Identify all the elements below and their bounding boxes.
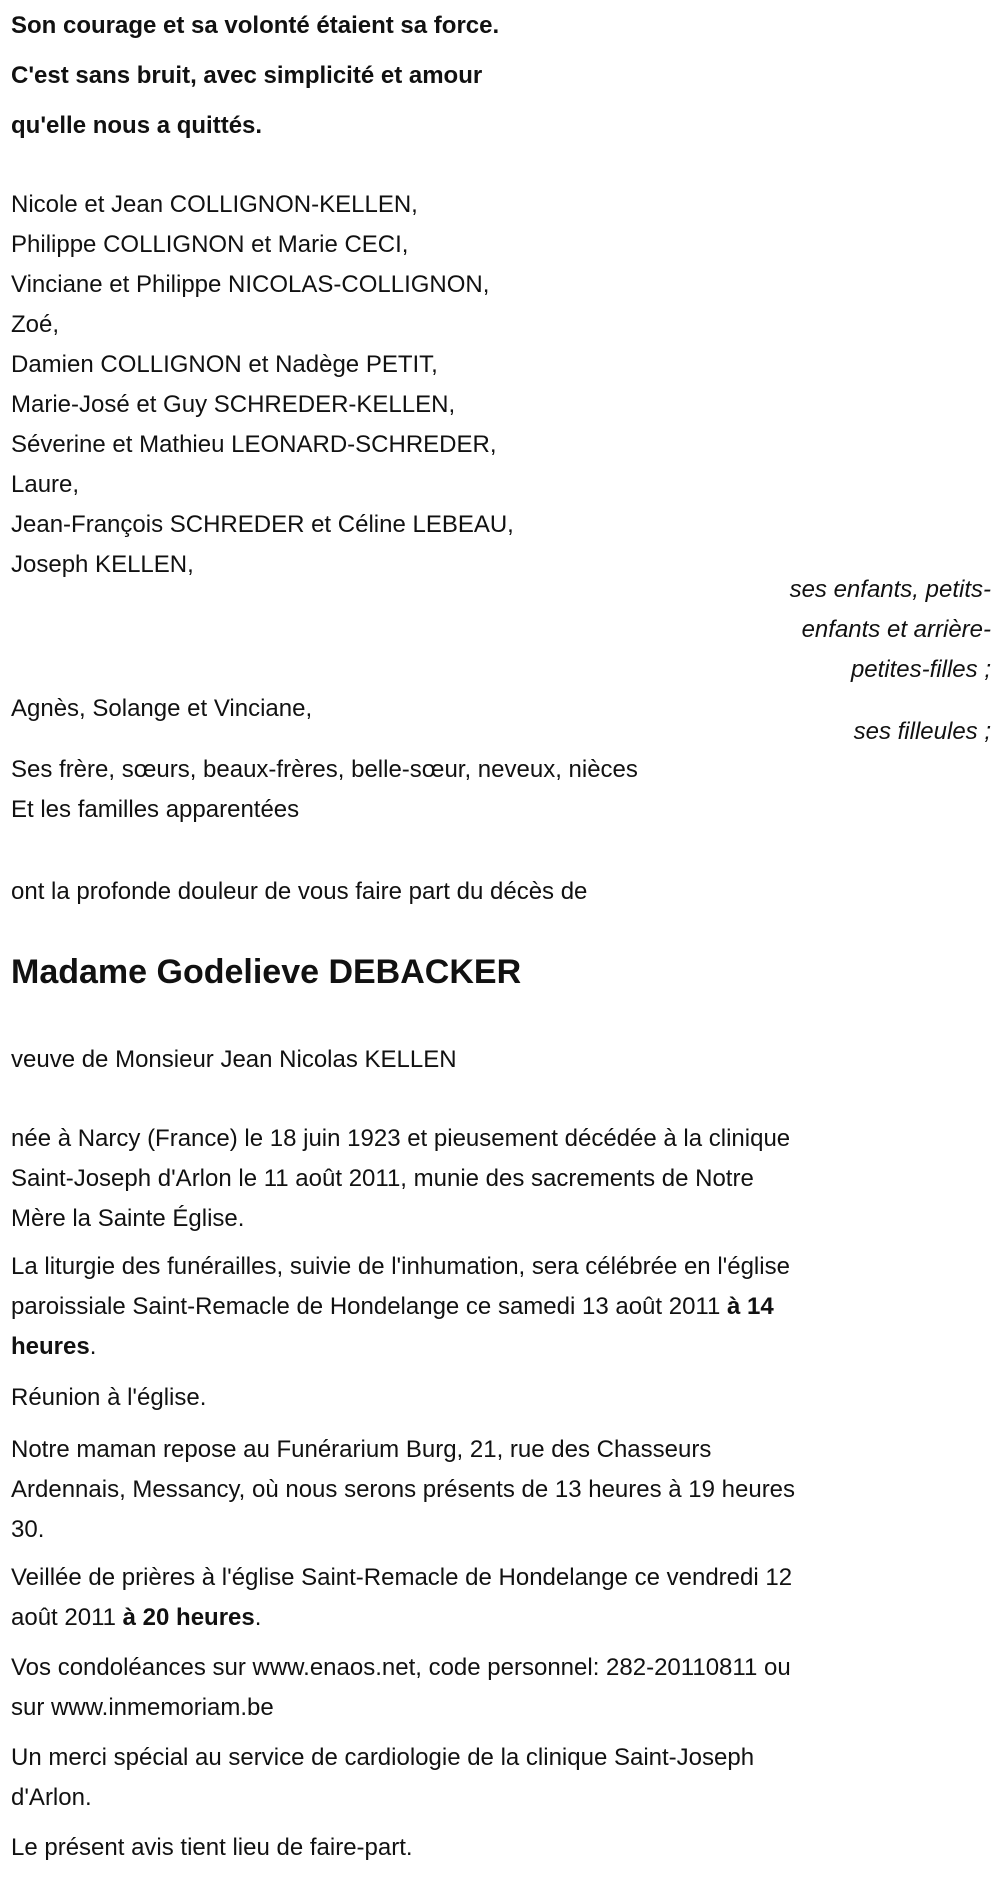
family-member: Zoé, [11, 311, 60, 338]
thanks-paragraph [11, 1738, 754, 1818]
text-line: Vos condoléances sur www.enaos.net, code personnel: 282-20110811 ou [11, 1654, 791, 1681]
role-line: ses enfants, petits- [789, 576, 991, 603]
widow-of: veuve de Monsieur Jean Nicolas KELLEN [11, 1046, 457, 1073]
text: août 2011 [11, 1604, 123, 1631]
text-line [11, 1598, 792, 1638]
quote-line: qu'elle nous a quittés. [11, 112, 263, 139]
text-line: Veillée de prières à l'église Saint-Remacle de Hondelange ce vendredi 12 [11, 1564, 793, 1591]
goddaughters: Agnès, Solange et Vinciane, [11, 695, 313, 722]
family-member: Joseph KELLEN, [11, 551, 194, 578]
text-line: Saint-Joseph d'Arlon le 11 août 2011, munie des sacrements de Notre [11, 1165, 754, 1192]
vigil-time: à 20 heures [122, 1604, 255, 1631]
vigil-paragraph [11, 1558, 792, 1638]
quote-line: C'est sans bruit, avec simplicité et amour [11, 62, 483, 89]
family-line: Ses frère, sœurs, beaux-frères, belle-sœur, neveux, nièces [11, 756, 638, 783]
condolences-paragraph [11, 1648, 791, 1728]
family-member: Damien COLLIGNON et Nadège PETIT, [11, 351, 438, 378]
text-line: sur www.inmemoriam.be [11, 1694, 274, 1721]
family-line: Et les familles apparentées [11, 796, 300, 823]
text-line: Mère la Sainte Église. [11, 1205, 245, 1232]
family-member: Laure, [11, 471, 80, 498]
opening-quote [11, 1, 499, 151]
meeting: Réunion à l'église. [11, 1384, 207, 1411]
text-line: Notre maman repose au Funérarium Burg, 21, rue des Chasseurs [11, 1436, 712, 1463]
funeral-time: heures [11, 1333, 90, 1360]
closing: Le présent avis tient lieu de faire-part. [11, 1834, 413, 1861]
text-line: La liturgie des funérailles, suivie de l'inhumation, sera célébrée en l'église [11, 1253, 790, 1280]
funeral-paragraph [11, 1247, 790, 1367]
deceased-name: Madame Godelieve DEBACKER [11, 953, 522, 991]
role-line: enfants et arrière- [801, 616, 991, 643]
children-list [11, 185, 514, 585]
announcement: ont la profonde douleur de vous faire part du décès de [11, 878, 588, 905]
text: . [89, 1333, 97, 1360]
text-line [11, 1287, 790, 1327]
family-member: Jean-François SCHREDER et Céline LEBEAU, [11, 511, 514, 538]
goddaughters-role: ses filleules ; [853, 718, 991, 745]
text: paroissiale Saint-Remacle de Hondelange ce samedi 13 août 2011 [11, 1293, 728, 1320]
rest-paragraph [11, 1430, 795, 1550]
family-member: Séverine et Mathieu LEONARD-SCHREDER, [11, 431, 497, 458]
family-member: Nicole et Jean COLLIGNON-KELLEN, [11, 191, 418, 218]
text-line: Ardennais, Messancy, où nous serons présents de 13 heures à 19 heures [11, 1476, 796, 1503]
text-line [11, 1327, 790, 1367]
extended-family [11, 750, 638, 830]
text-line: Un merci spécial au service de cardiologie de la clinique Saint-Joseph [11, 1744, 755, 1771]
funeral-time: à 14 [727, 1293, 774, 1320]
role-line: petites-filles ; [850, 656, 991, 683]
text-line: 30. [11, 1516, 45, 1543]
family-member: Philippe COLLIGNON et Marie CECI, [11, 231, 409, 258]
text-line: née à Narcy (France) le 18 juin 1923 et pieusement décédée à la clinique [11, 1125, 791, 1152]
quote-line: Son courage et sa volonté étaient sa force. [11, 12, 500, 39]
text: . [254, 1604, 262, 1631]
family-member: Vinciane et Philippe NICOLAS-COLLIGNON, [11, 271, 490, 298]
birth-death-paragraph [11, 1119, 790, 1239]
family-member: Marie-José et Guy SCHREDER-KELLEN, [11, 391, 456, 418]
text-line: d'Arlon. [11, 1784, 92, 1811]
children-role [790, 570, 991, 690]
